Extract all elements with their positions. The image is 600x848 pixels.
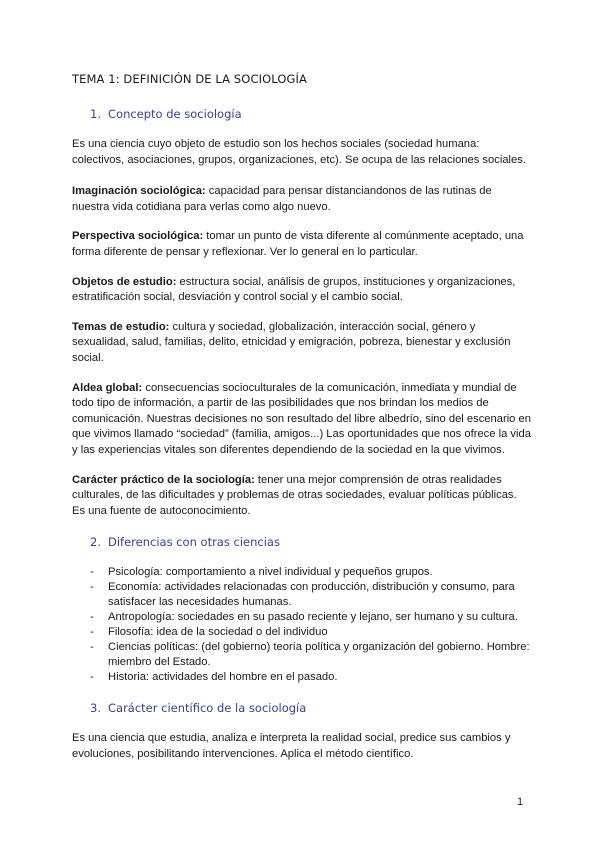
bullet-dash: - bbox=[90, 626, 94, 639]
definition-text: consecuencias socioculturales de la comunicación, inmediata y mundial de todo tipo de información, a partir de las posibilidades que nos brindan los medios de comunicación. Nuestras decisiones no son resultado del libre albedrío, sino del escenario en que vivimos llamado “sociedad” (familia, amigos...) Las oportunidades que nos ofrece la vida y las experiencias vitales son diferentes dependiendo de la sociedad en la que vivimos. bbox=[72, 381, 531, 456]
list-item-text: Antropología: sociedades en su pasado reciente y lejano, ser humano y su cultura. bbox=[108, 611, 518, 624]
section-number: 1. bbox=[90, 107, 101, 121]
document-page bbox=[72, 60, 532, 762]
bullet-dash: - bbox=[90, 671, 94, 684]
section-title: Concepto de sociología bbox=[108, 107, 242, 121]
definition-text: capacidad para pensar distanciandonos de las rutinas de nuestra vida cotidiana para verlas como algo nuevo. bbox=[72, 185, 492, 213]
definition-text: estructura social, análisis de grupos, instituciones y organizaciones, estratificación social, desviación y control social y el cambio social. bbox=[72, 275, 516, 304]
list-item-text: Economía: actividades relacionadas con producción, distribución y consumo, para satisfacer las necesidades humanas. bbox=[108, 581, 515, 609]
section-number: 3. bbox=[90, 701, 101, 716]
bullet-dash: - bbox=[90, 581, 94, 594]
definition-term: Aldea global: bbox=[72, 381, 143, 394]
definition-paragraph-objetos bbox=[72, 275, 532, 306]
definition-text: tomar un punto de vista diferente al comúnmente aceptado, una forma diferente de pensar y reflexionar. Ver lo general en lo particular. bbox=[72, 230, 524, 258]
document-title: TEMA 1: DEFINICIÓN DE LA SOCIOLOGÍA bbox=[72, 72, 307, 86]
list-item bbox=[90, 610, 532, 625]
section-heading-caracter-cientifico bbox=[90, 701, 532, 715]
page-number: 1 bbox=[517, 796, 524, 808]
section-title: Diferencias con otras ciencias bbox=[108, 535, 280, 550]
list-item-text: Ciencias políticas: (del gobierno) teoría política y organización del gobierno. Hombre: miembro del Estado. bbox=[108, 641, 530, 669]
section-number: 2. bbox=[90, 535, 101, 550]
bullet-dash: - bbox=[90, 611, 94, 624]
definition-paragraph-perspectiva bbox=[72, 229, 532, 260]
definition-term: Temas de estudio: bbox=[72, 320, 170, 333]
definition-term: Imaginación sociológica: bbox=[72, 185, 206, 198]
bullet-dash: - bbox=[90, 566, 94, 579]
list-item-text: Psicología: comportamiento a nivel individual y pequeños grupos. bbox=[108, 566, 433, 579]
section-heading-concepto bbox=[90, 107, 532, 121]
list-item-text: Historia: actividades del hombre en el pasado. bbox=[108, 671, 338, 684]
definition-text: tener una mejor comprensión de otras realidades culturales, de las dificultades y problemas de otras sociedades, evaluar políticas públicas. Es una fuente de autoconocimiento. bbox=[72, 473, 517, 517]
definition-term: Perspectiva sociológica: bbox=[72, 230, 204, 243]
definition-text: cultura y sociedad, globalización, interacción social, género y sexualidad, salud, familias, delito, etnicidad y emigración, pobreza, bienestar y exclusión social. bbox=[72, 320, 511, 364]
definition-paragraph-caracter bbox=[72, 473, 532, 520]
list-item-text: Filosofía: idea de la sociedad o del individuo bbox=[108, 626, 328, 639]
definition-term: Objetos de estudio: bbox=[72, 275, 177, 288]
definition-paragraph-temas bbox=[72, 320, 532, 367]
definition-paragraph-imaginacion bbox=[72, 184, 532, 215]
scientific-paragraph: Es una ciencia que estudia, analiza e interpreta la realidad social, predice sus cambios y evoluciones, posibilitando intervenciones. Aplica el método científico. bbox=[72, 732, 511, 760]
definition-term: Carácter práctico de la sociología: bbox=[72, 473, 255, 486]
differences-list bbox=[72, 565, 532, 685]
list-item bbox=[90, 625, 532, 640]
list-item bbox=[90, 670, 532, 685]
list-item bbox=[90, 565, 532, 580]
list-item bbox=[90, 640, 532, 670]
section-heading-diferencias bbox=[90, 535, 532, 549]
bullet-dash: - bbox=[90, 641, 94, 654]
list-item bbox=[90, 580, 532, 610]
definition-paragraph-aldea bbox=[72, 381, 532, 459]
section-title: Carácter científico de la sociología bbox=[108, 701, 307, 716]
intro-paragraph: Es una ciencia cuyo objeto de estudio son los hechos sociales (sociedad humana: colectivos, asociaciones, grupos, organizaciones, etc). Se ocupa de las relaciones sociales. bbox=[72, 138, 526, 166]
